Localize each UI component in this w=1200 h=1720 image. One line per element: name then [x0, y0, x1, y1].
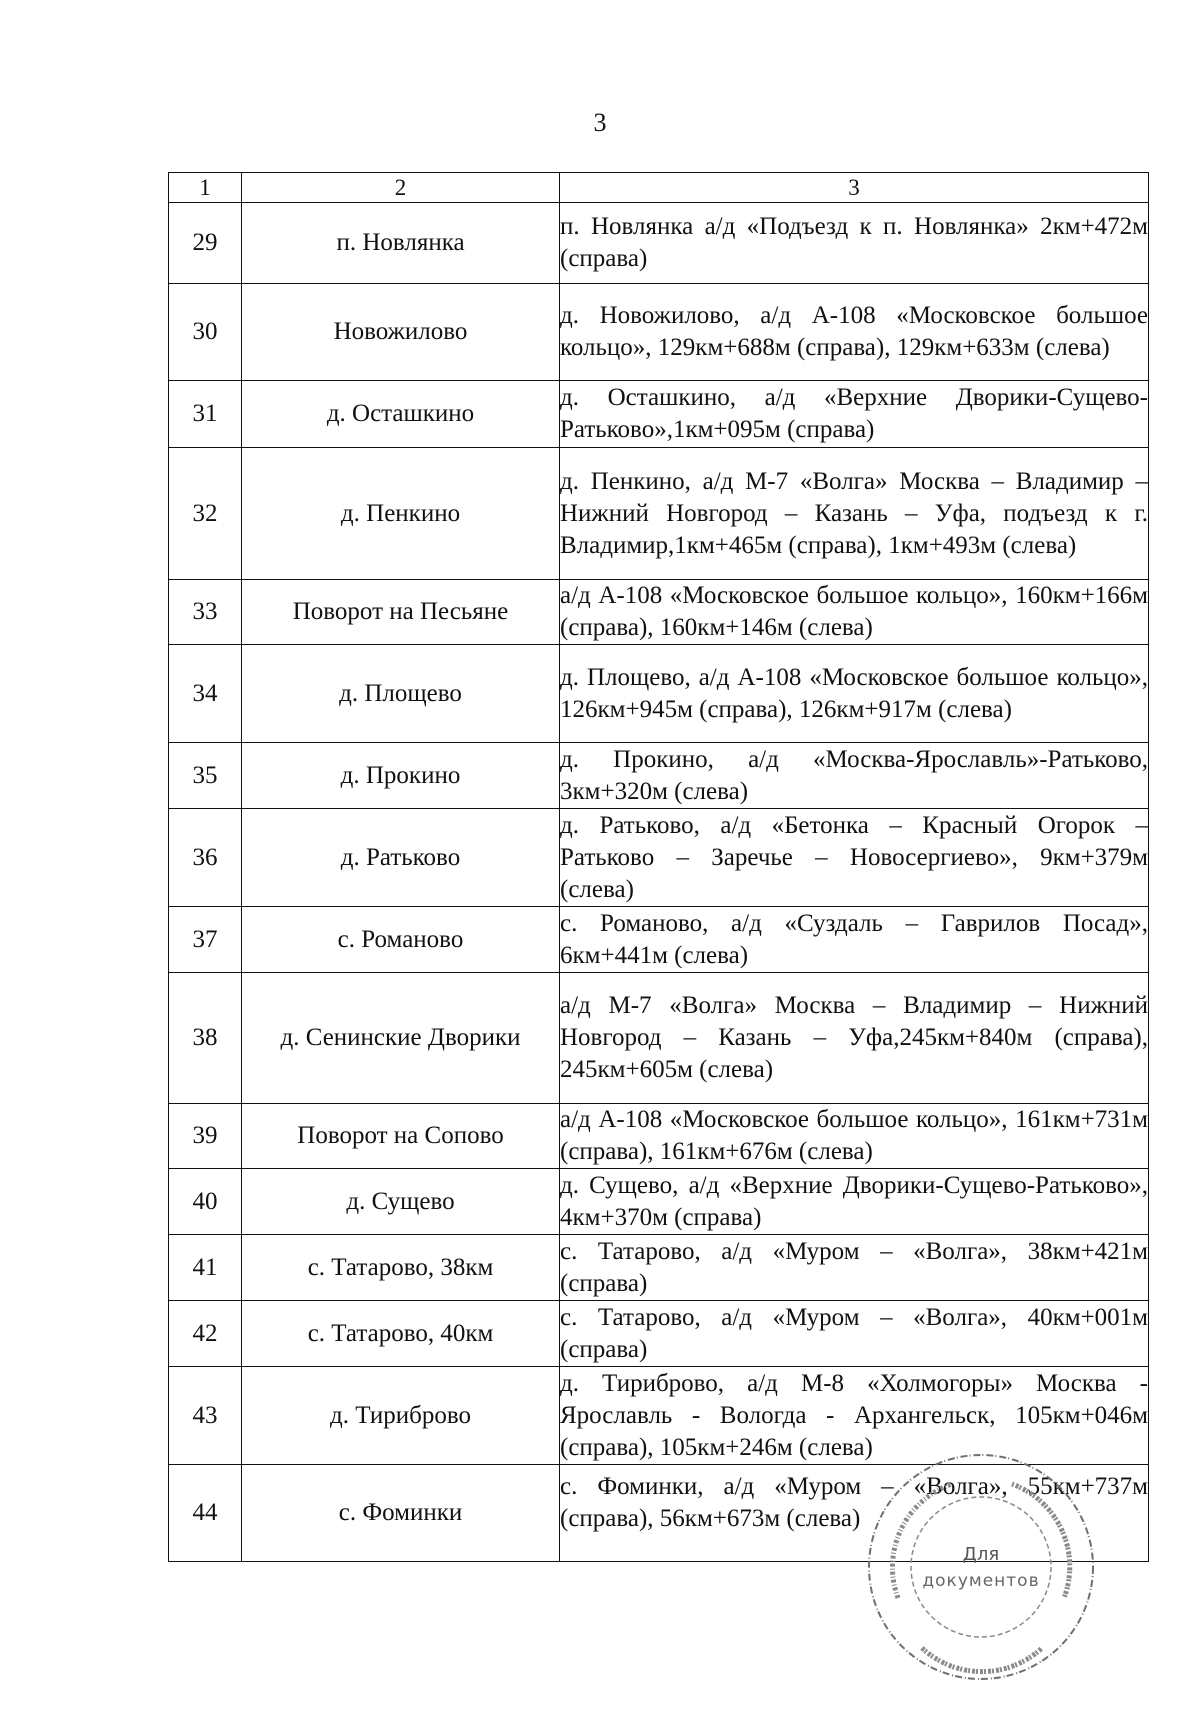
stop-name: д. Пенкино [242, 448, 560, 580]
row-number: 32 [169, 448, 242, 580]
table-row [169, 381, 1149, 448]
page-number: 3 [593, 108, 607, 137]
table-row [169, 580, 1149, 645]
stop-location: а/д А-108 «Московское большое кольцо», 160км+166м (справа), 160км+146м (слева) [560, 580, 1149, 645]
stop-location: с. Татарово, а/д «Муром – «Волга», 40км+001м (справа) [560, 1301, 1149, 1367]
stamp-text-line-1: Для [962, 1544, 1000, 1565]
row-number: 34 [169, 645, 242, 743]
stop-location: д. Сущево, а/д «Верхние Дворики-Сущево-Ратьково», 4км+370м (справа) [560, 1169, 1149, 1235]
row-number: 37 [169, 907, 242, 973]
stop-name: с. Фоминки [242, 1465, 560, 1562]
stop-name: д. Осташкино [242, 381, 560, 448]
stop-location: д. Пенкино, а/д М-7 «Волга» Москва – Владимир – Нижний Новгород – Казань – Уфа, подъезд к г. Владимир,1км+465м (справа), 1км+493м (слева) [560, 448, 1149, 580]
stop-name: с. Романово [242, 907, 560, 973]
table-header-row [169, 173, 1149, 203]
table-row [169, 1235, 1149, 1301]
route-table [168, 172, 1149, 1562]
table-row [169, 743, 1149, 809]
row-number: 33 [169, 580, 242, 645]
row-number: 40 [169, 1169, 242, 1235]
column-header-description: 3 [560, 173, 1149, 203]
stop-name: с. Татарово, 40км [242, 1301, 560, 1367]
table-row [169, 284, 1149, 381]
stop-location: д. Ратьково, а/д «Бетонка – Красный Огорок – Ратьково – Заречье – Новосергиево», 9км+379м (слева) [560, 809, 1149, 907]
stop-name: д. Тириброво [242, 1367, 560, 1465]
row-number: 29 [169, 203, 242, 284]
stop-name: с. Татарово, 38км [242, 1235, 560, 1301]
stop-name: Поворот на Песьяне [242, 580, 560, 645]
stop-name: д. Площево [242, 645, 560, 743]
stop-name: д. Сущево [242, 1169, 560, 1235]
stop-location: д. Прокино, а/д «Москва-Ярославль»-Ратьково, 3км+320м (слева) [560, 743, 1149, 809]
row-number: 35 [169, 743, 242, 809]
stop-location: д. Новожилово, а/д А-108 «Московское большое кольцо», 129км+688м (справа), 129км+633м (слева) [560, 284, 1149, 381]
column-header-number: 1 [169, 173, 242, 203]
stop-name: д. Ратьково [242, 809, 560, 907]
official-stamp [862, 1448, 1100, 1686]
stop-location: д. Осташкино, а/д «Верхние Дворики-Сущево-Ратьково»,1км+095м (справа) [560, 381, 1149, 448]
row-number: 39 [169, 1104, 242, 1169]
table-row [169, 973, 1149, 1104]
row-number: 44 [169, 1465, 242, 1562]
table-row [169, 907, 1149, 973]
stop-location: с. Фоминки, а/д «Муром – «Волга», 55км+737м (справа), 56км+673м (слева) [560, 1465, 1149, 1562]
stop-name: Новожилово [242, 284, 560, 381]
table-row [169, 1301, 1149, 1367]
row-number: 43 [169, 1367, 242, 1465]
row-number: 30 [169, 284, 242, 381]
stop-name: п. Новлянка [242, 203, 560, 284]
stop-location: д. Тириброво, а/д М-8 «Холмогоры» Москва - Ярославль - Вологда - Архангельск, 105км+046м (справа), 105км+246м (слева) [560, 1367, 1149, 1465]
column-header-stop: 2 [242, 173, 560, 203]
stop-name: Поворот на Сопово [242, 1104, 560, 1169]
stop-location: п. Новлянка а/д «Подъезд к п. Новлянка» 2км+472м (справа) [560, 203, 1149, 284]
stop-location: с. Романово, а/д «Суздаль – Гаврилов Посад», 6км+441м (слева) [560, 907, 1149, 973]
row-number: 36 [169, 809, 242, 907]
stop-name: д. Сенинские Дворики [242, 973, 560, 1104]
row-number: 31 [169, 381, 242, 448]
stamp-text-line-2: документов [922, 1571, 1040, 1591]
row-number: 41 [169, 1235, 242, 1301]
stop-location: с. Татарово, а/д «Муром – «Волга», 38км+421м (справа) [560, 1235, 1149, 1301]
row-number: 38 [169, 973, 242, 1104]
row-number: 42 [169, 1301, 242, 1367]
table-row [169, 448, 1149, 580]
stop-location: д. Площево, а/д А-108 «Московское большое кольцо», 126км+945м (справа), 126км+917м (слева) [560, 645, 1149, 743]
table-row [169, 1169, 1149, 1235]
stop-name: д. Прокино [242, 743, 560, 809]
table-row [169, 203, 1149, 284]
stop-location: а/д А-108 «Московское большое кольцо», 161км+731м (справа), 161км+676м (слева) [560, 1104, 1149, 1169]
table-row [169, 645, 1149, 743]
table-row [169, 809, 1149, 907]
stop-location: а/д М-7 «Волга» Москва – Владимир – Нижний Новгород – Казань – Уфа,245км+840м (справа), 245км+605м (слева) [560, 973, 1149, 1104]
table-row [169, 1104, 1149, 1169]
